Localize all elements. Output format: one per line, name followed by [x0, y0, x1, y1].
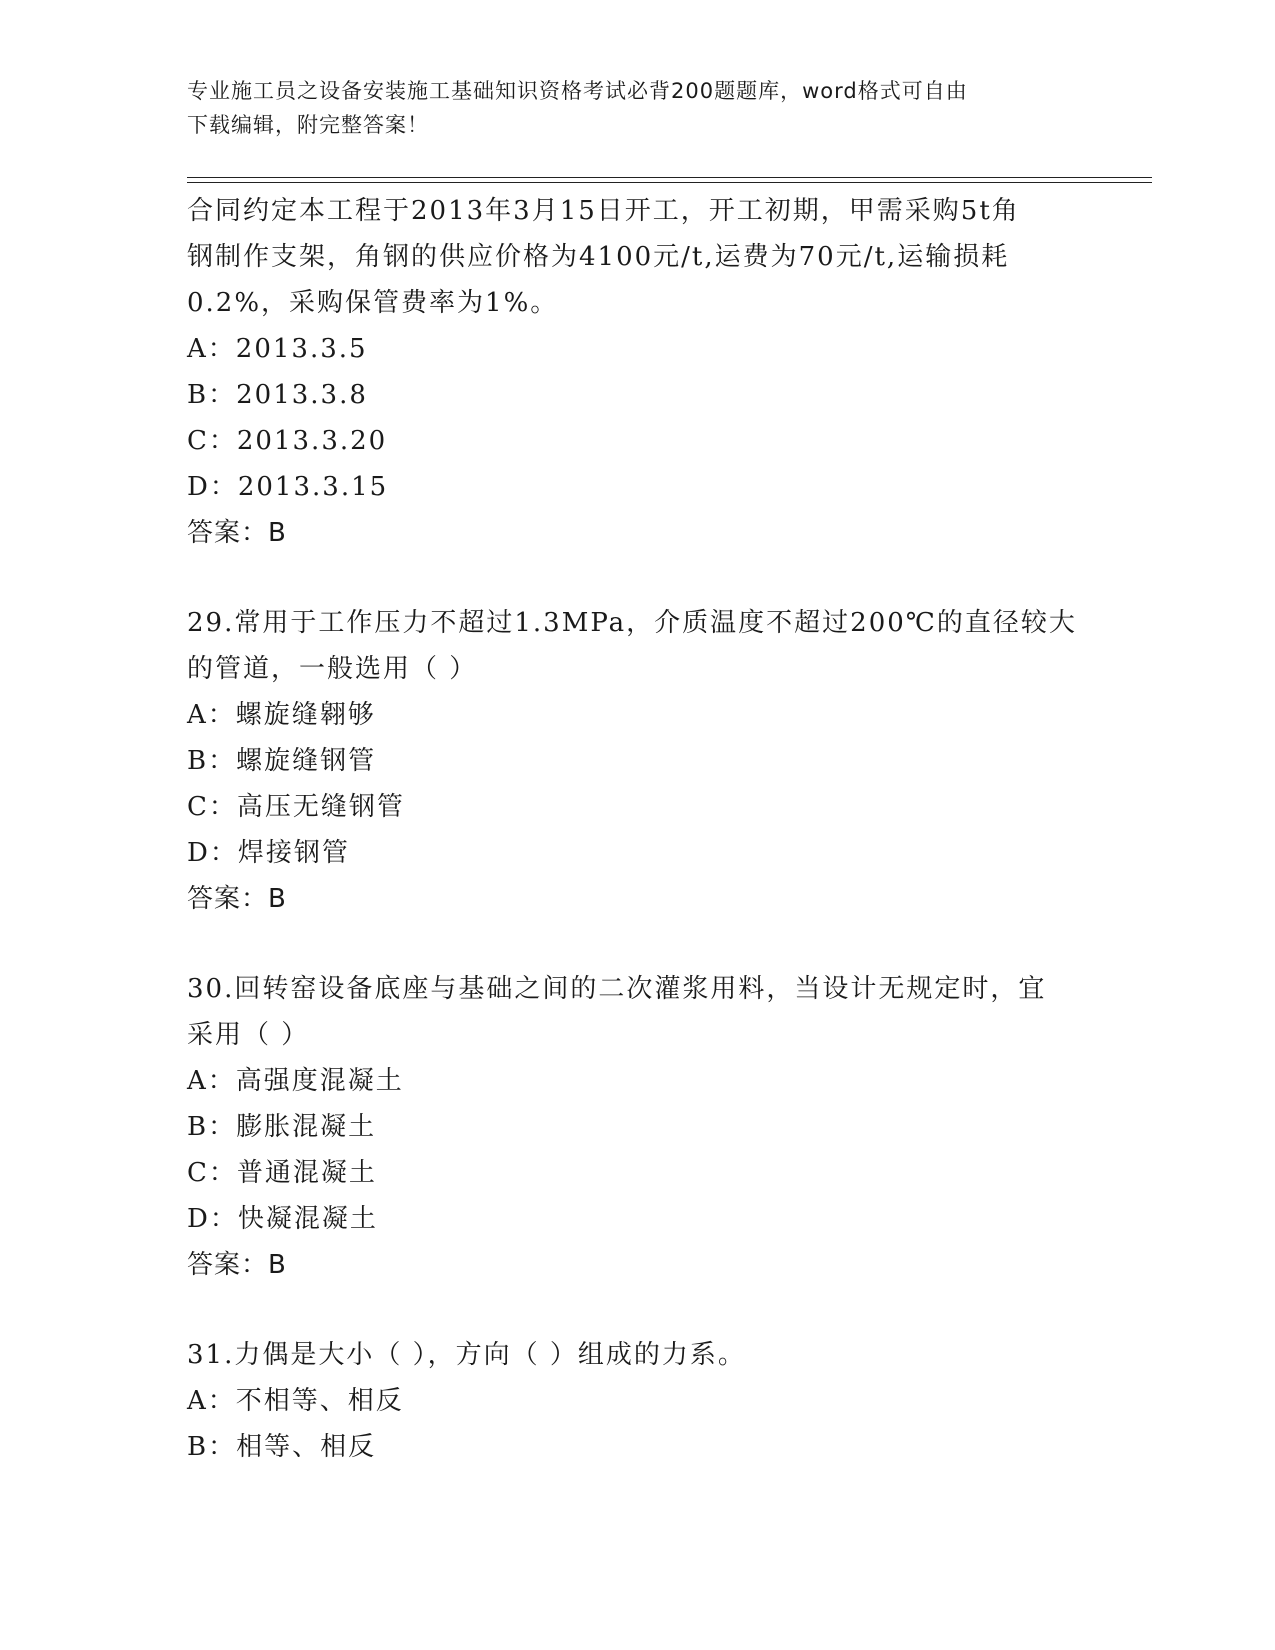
spacer [187, 556, 1087, 600]
spacer [187, 1288, 1087, 1332]
question-28 [187, 188, 1087, 556]
option-b: B：相等、相反 [187, 1432, 377, 1462]
question-29 [187, 600, 1087, 922]
question-stem-line: 0.2%，采购保管费率为1%。 [187, 288, 559, 318]
option-a: A：高强度混凝土 [187, 1066, 404, 1096]
option-c: C：2013.3.20 [187, 426, 388, 456]
answer-label: 答案：B [187, 1250, 287, 1280]
option-a: A：2013.3.5 [187, 334, 368, 364]
header-divider-bottom [187, 182, 1152, 183]
document-header [187, 74, 1067, 142]
option-a: A：螺旋缝翱够 [187, 700, 376, 730]
option-d: D：焊接钢管 [187, 838, 350, 868]
question-stem-line: 合同约定本工程于2013年3月15日开工，开工初期，甲需采购5t角 [187, 196, 1020, 226]
option-b: B：2013.3.8 [187, 380, 368, 410]
option-c: C：普通混凝土 [187, 1158, 377, 1188]
question-stem-line: 采用（ ） [187, 1020, 310, 1050]
option-d: D：快凝混凝土 [187, 1204, 378, 1234]
answer-label: 答案：B [187, 884, 287, 914]
option-c: C：高压无缝钢管 [187, 792, 405, 822]
question-30 [187, 966, 1087, 1288]
header-line-1: 专业施工员之设备安装施工基础知识资格考试必背200题题库，word格式可自由 [187, 79, 968, 103]
option-a: A：不相等、相反 [187, 1386, 404, 1416]
question-31 [187, 1332, 1087, 1470]
header-line-2: 下载编辑，附完整答案！ [187, 113, 429, 137]
question-stem-line: 30.回转窑设备底座与基础之间的二次灌浆用料，当设计无规定时，宜 [187, 974, 1047, 1004]
option-b: B：膨胀混凝土 [187, 1112, 377, 1142]
question-stem-line: 31.力偶是大小（ ），方向（ ）组成的力系。 [187, 1340, 746, 1370]
question-list [187, 188, 1087, 1470]
spacer [187, 922, 1087, 966]
answer-label: 答案：B [187, 518, 287, 548]
question-stem-line: 的管道，一般选用（ ） [187, 654, 478, 684]
question-stem-line: 29.常用于工作压力不超过1.3MPa，介质温度不超过200℃的直径较大 [187, 608, 1077, 638]
question-stem-line: 钢制作支架，角钢的供应价格为4100元/t,运费为70元/t,运输损耗 [187, 242, 1010, 272]
option-d: D：2013.3.15 [187, 472, 389, 502]
header-divider-top [187, 177, 1152, 178]
option-b: B：螺旋缝钢管 [187, 746, 377, 776]
